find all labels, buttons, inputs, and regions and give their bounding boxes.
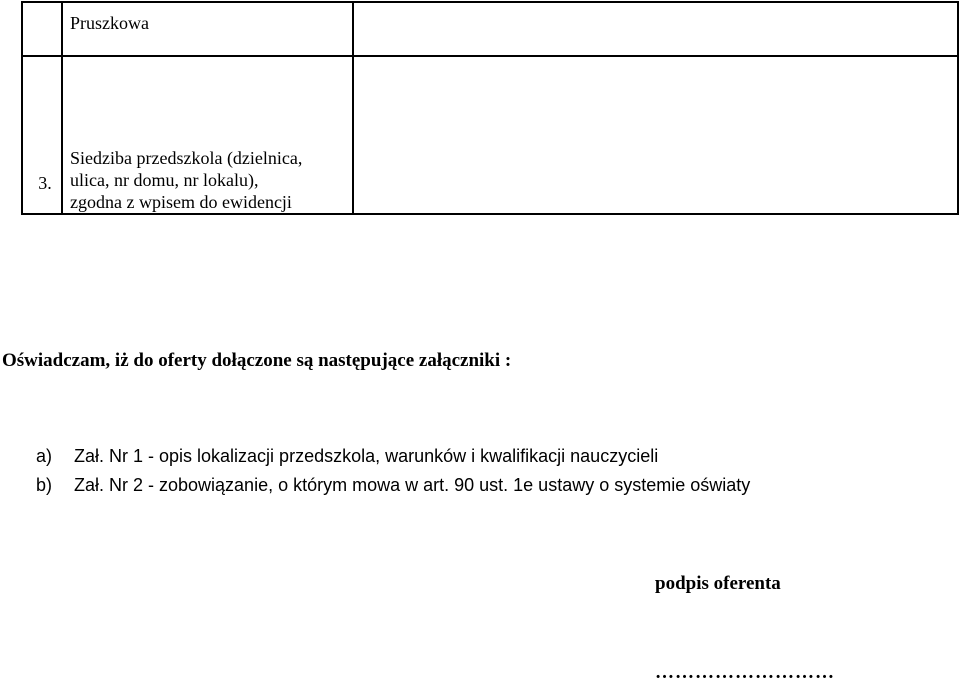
attachment-letter: a) <box>36 446 53 466</box>
signature-line: ……………………… <box>655 662 835 683</box>
row-label-cell <box>62 56 353 214</box>
signature-label: podpis oferenta <box>655 573 781 594</box>
row-number-cell: 3. <box>22 56 62 214</box>
offer-form-table <box>21 1 959 215</box>
attachment-text: Zał. Nr 2 - zobowiązanie, o którym mowa w art. 90 ust. 1e ustawy o systemie oświaty <box>74 475 751 495</box>
row-value-cell[interactable] <box>353 56 958 214</box>
attachments-list <box>36 442 750 500</box>
row-value-cell[interactable] <box>353 2 958 56</box>
attachment-text: Zał. Nr 1 - opis lokalizacji przedszkola, warunków i kwalifikacji nauczycieli <box>74 446 659 466</box>
list-item <box>36 471 750 500</box>
attachments-statement: Oświadczam, iż do oferty dołączone są następujące załączniki : <box>2 350 512 371</box>
table-row <box>22 56 958 214</box>
row-label-cell <box>62 2 353 56</box>
row-label-line: ulica, nr domu, nr lokalu), <box>70 170 259 190</box>
table-row <box>22 2 958 56</box>
row-label-line: Pruszkowa <box>70 13 149 33</box>
row-label-line: Siedziba przedszkola (dzielnica, <box>70 148 303 168</box>
row-number-cell <box>22 2 62 56</box>
row-label-line: zgodna z wpisem do ewidencji <box>70 192 292 212</box>
attachment-letter: b) <box>36 475 53 495</box>
list-item <box>36 442 750 471</box>
